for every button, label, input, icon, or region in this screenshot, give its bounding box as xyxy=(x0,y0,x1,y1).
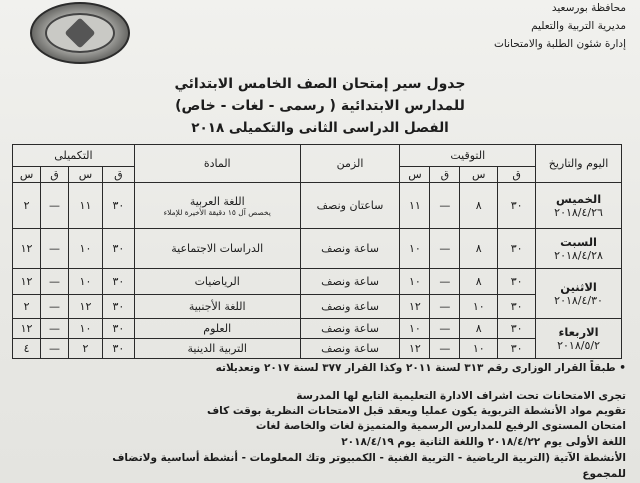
subject-cell: العلوم xyxy=(134,319,300,339)
time-to-s: ١١ xyxy=(400,183,430,229)
time-to-q: — xyxy=(430,269,460,295)
duration-cell: ساعة ونصف xyxy=(300,269,400,295)
note-activities-eval: تقويم مواد الأنشطة التربوية يكون عمليا ويعقد قبل الامتحانات النظرية بوقت كاف xyxy=(206,405,626,417)
day-cell xyxy=(536,183,622,229)
duration-cell: ساعتان ونصف xyxy=(300,183,400,229)
sub-q: ق xyxy=(430,167,460,183)
makeup-s1: ١٠ xyxy=(69,229,103,269)
makeup-s2: ٢ xyxy=(13,183,41,229)
note-advanced-level: امتحان المستوى الرفيع للمدارس الرسمية والمتميزة لغات والخاصة لغات xyxy=(255,420,626,432)
ministry-seal-icon xyxy=(30,2,130,64)
makeup-q1: ٣٠ xyxy=(102,183,134,229)
header-day: اليوم والتاريخ xyxy=(536,145,622,183)
seal-core xyxy=(64,17,95,48)
sub-s: س xyxy=(13,167,41,183)
subject-cell xyxy=(134,183,300,229)
makeup-q1: ٣٠ xyxy=(102,319,134,339)
time-from-q: ٣٠ xyxy=(498,295,536,319)
table-row xyxy=(13,269,622,295)
makeup-q2: — xyxy=(41,319,69,339)
header-duration: الزمن xyxy=(300,145,400,183)
time-from-q: ٣٠ xyxy=(498,229,536,269)
subject-cell: اللغة الأجنبية xyxy=(134,295,300,319)
duration-cell: ساعة ونصف xyxy=(300,319,400,339)
day-date: ٢٠١٨/٤/٢٨ xyxy=(554,249,603,262)
header-row xyxy=(13,145,622,167)
makeup-s1: ١١ xyxy=(69,183,103,229)
seal-inner xyxy=(45,13,115,53)
time-to-s: ١٠ xyxy=(400,319,430,339)
time-to-s: ١٠ xyxy=(400,229,430,269)
time-to-s: ١٠ xyxy=(400,269,430,295)
day-cell xyxy=(536,269,622,319)
sub-s: س xyxy=(460,167,498,183)
table-row xyxy=(13,183,622,229)
time-from-q: ٣٠ xyxy=(498,183,536,229)
makeup-s2: ١٢ xyxy=(13,229,41,269)
header-timing: التوقيت xyxy=(400,145,536,167)
makeup-s2: ١٢ xyxy=(13,319,41,339)
time-to-s: ١٢ xyxy=(400,339,430,359)
makeup-s2: ٤ xyxy=(13,339,41,359)
schedule-title: جدول سير إمتحان الصف الخامس الابتدائي xyxy=(174,76,466,92)
makeup-s2: ٢ xyxy=(13,295,41,319)
department-line: إدارة شئون الطلبة والامتحانات xyxy=(494,38,626,50)
day-name: الاثنين xyxy=(560,280,597,294)
time-to-q: — xyxy=(430,229,460,269)
table-row xyxy=(13,295,622,319)
header-subject: المادة xyxy=(134,145,300,183)
sub-q: ق xyxy=(498,167,536,183)
time-from-s: ٨ xyxy=(460,229,498,269)
table-row xyxy=(13,319,622,339)
makeup-s2: ١٢ xyxy=(13,269,41,295)
makeup-q2: — xyxy=(41,269,69,295)
header-makeup: التكميلى xyxy=(13,145,135,167)
day-cell xyxy=(536,229,622,269)
exam-schedule-table xyxy=(12,144,622,359)
makeup-q1: ٣٠ xyxy=(102,269,134,295)
makeup-q2: — xyxy=(41,183,69,229)
time-from-q: ٣٠ xyxy=(498,269,536,295)
term-subtitle: الفصل الدراسى الثانى والتكميلى ٢٠١٨ xyxy=(191,120,449,136)
makeup-q2: — xyxy=(41,295,69,319)
day-name: السبت xyxy=(560,235,597,249)
day-cell xyxy=(536,319,622,359)
makeup-q1: ٣٠ xyxy=(102,339,134,359)
note-supervision: تجرى الامتحانات تحت اشراف الادارة التعليمية التابع لها المدرسة xyxy=(296,390,626,402)
makeup-s1: ١٠ xyxy=(69,269,103,295)
note-activities-list: الأنشطة الآتية (التربية الرياضية - التربية الفنية - الكمبيوتر وتك المعلومات - أنشطة أساسية ولاتضاف xyxy=(112,452,626,464)
day-date: ٢٠١٨/٤/٣٠ xyxy=(554,294,603,307)
time-to-s: ١٢ xyxy=(400,295,430,319)
time-from-s: ٨ xyxy=(460,319,498,339)
subject-cell: الرياضيات xyxy=(134,269,300,295)
note-language-dates: اللغة الأولى يوم ٢٠١٨/٤/٢٢ واللغة الثانية يوم ٢٠١٨/٤/١٩ xyxy=(341,436,626,448)
subject-cell: التربية الدينية xyxy=(134,339,300,359)
subject-note: يخصص آل ١٥ دقيقة الأخيرة للإملاء xyxy=(163,207,271,217)
day-date: ٢٠١٨/٤/٢٦ xyxy=(554,206,603,219)
time-from-s: ٨ xyxy=(460,269,498,295)
sub-q: ق xyxy=(41,167,69,183)
makeup-s1: ١٠ xyxy=(69,319,103,339)
note-decree: • طبقاً القرار الوزارى رقم ٣١٣ لسنة ٢٠١١ وكذا القرار ٣٧٧ لسنة ٢٠١٧ وتعديلاته xyxy=(215,362,626,374)
time-from-q: ٣٠ xyxy=(498,319,536,339)
makeup-q2: — xyxy=(41,339,69,359)
time-from-s: ١٠ xyxy=(460,295,498,319)
time-to-q: — xyxy=(430,183,460,229)
time-to-q: — xyxy=(430,319,460,339)
sub-s: س xyxy=(69,167,103,183)
directorate-line: مديرية التربية والتعليم xyxy=(531,20,626,32)
subject-cell: الدراسات الاجتماعية xyxy=(134,229,300,269)
makeup-s1: ٢ xyxy=(69,339,103,359)
day-name: الاربعاء xyxy=(558,325,599,339)
time-to-q: — xyxy=(430,339,460,359)
governorate-line: محافظة بورسعيد xyxy=(551,2,626,14)
makeup-q2: — xyxy=(41,229,69,269)
schools-subtitle: للمدارس الابتدائية ( رسمى - لغات - خاص) xyxy=(175,98,465,114)
makeup-q1: ٣٠ xyxy=(102,229,134,269)
time-from-q: ٣٠ xyxy=(498,339,536,359)
time-to-q: — xyxy=(430,295,460,319)
table-row xyxy=(13,229,622,269)
sub-s: س xyxy=(400,167,430,183)
duration-cell: ساعة ونصف xyxy=(300,339,400,359)
duration-cell: ساعة ونصف xyxy=(300,295,400,319)
day-date: ٢٠١٨/٥/٢ xyxy=(557,339,600,352)
duration-cell: ساعة ونصف xyxy=(300,229,400,269)
day-name: الخميس xyxy=(555,192,602,206)
makeup-q1: ٣٠ xyxy=(102,295,134,319)
sub-q: ق xyxy=(102,167,134,183)
note-total: للمجموع xyxy=(582,468,626,480)
table-row xyxy=(13,339,622,359)
time-from-s: ١٠ xyxy=(460,339,498,359)
time-from-s: ٨ xyxy=(460,183,498,229)
subject-name: اللغة العربية xyxy=(189,194,245,208)
makeup-s1: ١٢ xyxy=(69,295,103,319)
